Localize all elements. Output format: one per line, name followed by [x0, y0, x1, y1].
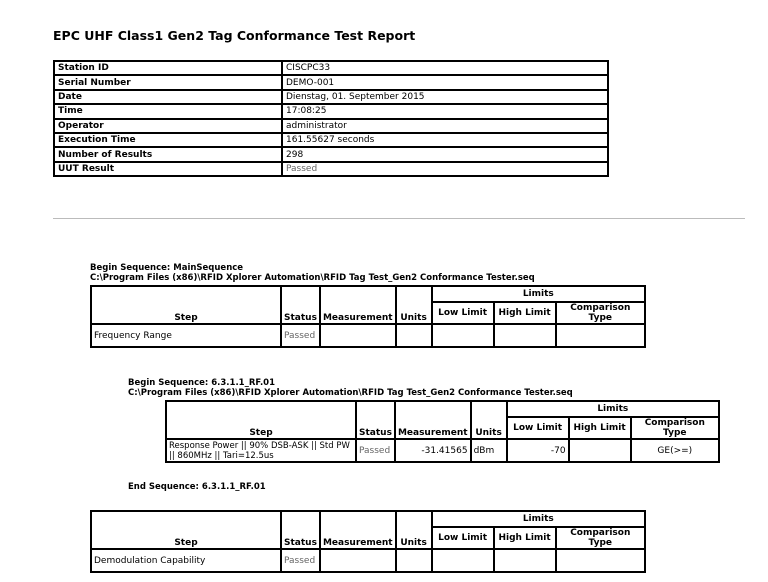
measurement-cell: -31.41565: [395, 439, 471, 462]
info-value: administrator: [282, 119, 608, 133]
col-status: Status: [281, 511, 320, 549]
col-low-limit: Low Limit: [432, 527, 494, 549]
col-units: Units: [396, 286, 432, 324]
info-label: Time: [54, 104, 282, 118]
info-value: 17:08:25: [282, 104, 608, 118]
col-measurement: Measurement: [395, 401, 471, 439]
low-limit-cell: [432, 549, 494, 572]
status-cell: Passed: [281, 324, 320, 347]
sequence-begin-label: Begin Sequence: MainSequence: [90, 263, 244, 273]
table-row: [91, 549, 645, 572]
info-value: CISCPC33: [282, 61, 608, 75]
report-title: EPC UHF Class1 Gen2 Tag Conformance Test Report: [53, 28, 416, 43]
info-label: Serial Number: [54, 75, 282, 89]
info-label: UUT Result: [54, 162, 282, 176]
col-step: Step: [166, 401, 356, 439]
col-limits: Limits: [432, 286, 645, 302]
results-table: [165, 400, 720, 463]
high-limit-cell: [494, 549, 556, 572]
info-row: [54, 133, 608, 147]
section-divider: [53, 218, 745, 219]
units-cell: [396, 324, 432, 347]
col-high-limit: High Limit: [494, 527, 556, 549]
info-label: Number of Results: [54, 147, 282, 161]
results-table: [90, 285, 646, 348]
col-units: Units: [471, 401, 507, 439]
units-cell: [396, 549, 432, 572]
info-label: Station ID: [54, 61, 282, 75]
info-row: [54, 104, 608, 118]
col-measurement: Measurement: [320, 286, 396, 324]
col-measurement: Measurement: [320, 511, 396, 549]
table-row: [91, 324, 645, 347]
sequence-header: [90, 264, 535, 283]
col-comparison-type: Comparison Type: [631, 417, 719, 439]
col-step: Step: [91, 286, 281, 324]
col-low-limit: Low Limit: [507, 417, 569, 439]
high-limit-cell: [569, 439, 631, 462]
units-cell: dBm: [471, 439, 507, 462]
sequence-path: C:\Program Files (x86)\RFID Xplorer Automation\RFID Tag Test_Gen2 Conformance Tester.seq: [128, 387, 573, 398]
col-units: Units: [396, 511, 432, 549]
results-table: [90, 510, 646, 573]
sequence-path: C:\Program Files (x86)\RFID Xplorer Automation\RFID Tag Test_Gen2 Conformance Tester.seq: [90, 272, 535, 283]
sequence-end-label: End Sequence: 6.3.1.1_RF.01: [128, 482, 266, 492]
table-row: [166, 439, 719, 462]
col-comparison-type: Comparison Type: [556, 527, 645, 549]
col-status: Status: [356, 401, 395, 439]
step-cell: Frequency Range: [91, 324, 281, 347]
col-high-limit: High Limit: [494, 302, 556, 324]
info-label: Date: [54, 90, 282, 104]
info-row: [54, 61, 608, 75]
measurement-cell: [320, 549, 396, 572]
info-label: Execution Time: [54, 133, 282, 147]
col-limits: Limits: [432, 511, 645, 527]
uut-result-value: Passed: [282, 162, 608, 176]
sequence-header: [128, 379, 573, 398]
step-cell: Response Power || 90% DSB-ASK || Std PW || 860MHz || Tari=12.5us: [166, 439, 356, 462]
measurement-cell: [320, 324, 396, 347]
info-row: [54, 162, 608, 176]
low-limit-cell: -70: [507, 439, 569, 462]
col-high-limit: High Limit: [569, 417, 631, 439]
col-comparison-type: Comparison Type: [556, 302, 645, 324]
sequence-begin-label: Begin Sequence: 6.3.1.1_RF.01: [128, 378, 276, 388]
info-label: Operator: [54, 119, 282, 133]
high-limit-cell: [494, 324, 556, 347]
low-limit-cell: [432, 324, 494, 347]
station-info-table: [53, 60, 609, 177]
col-limits: Limits: [507, 401, 719, 417]
col-status: Status: [281, 286, 320, 324]
status-cell: Passed: [281, 549, 320, 572]
comparison-cell: GE(>=): [631, 439, 719, 462]
info-row: [54, 119, 608, 133]
comparison-cell: [556, 324, 645, 347]
col-low-limit: Low Limit: [432, 302, 494, 324]
status-cell: Passed: [356, 439, 395, 462]
info-value: DEMO-001: [282, 75, 608, 89]
info-value: Dienstag, 01. September 2015: [282, 90, 608, 104]
step-cell: Demodulation Capability: [91, 549, 281, 572]
comparison-cell: [556, 549, 645, 572]
info-value: 298: [282, 147, 608, 161]
info-row: [54, 147, 608, 161]
col-step: Step: [91, 511, 281, 549]
info-row: [54, 90, 608, 104]
info-value: 161.55627 seconds: [282, 133, 608, 147]
info-row: [54, 75, 608, 89]
